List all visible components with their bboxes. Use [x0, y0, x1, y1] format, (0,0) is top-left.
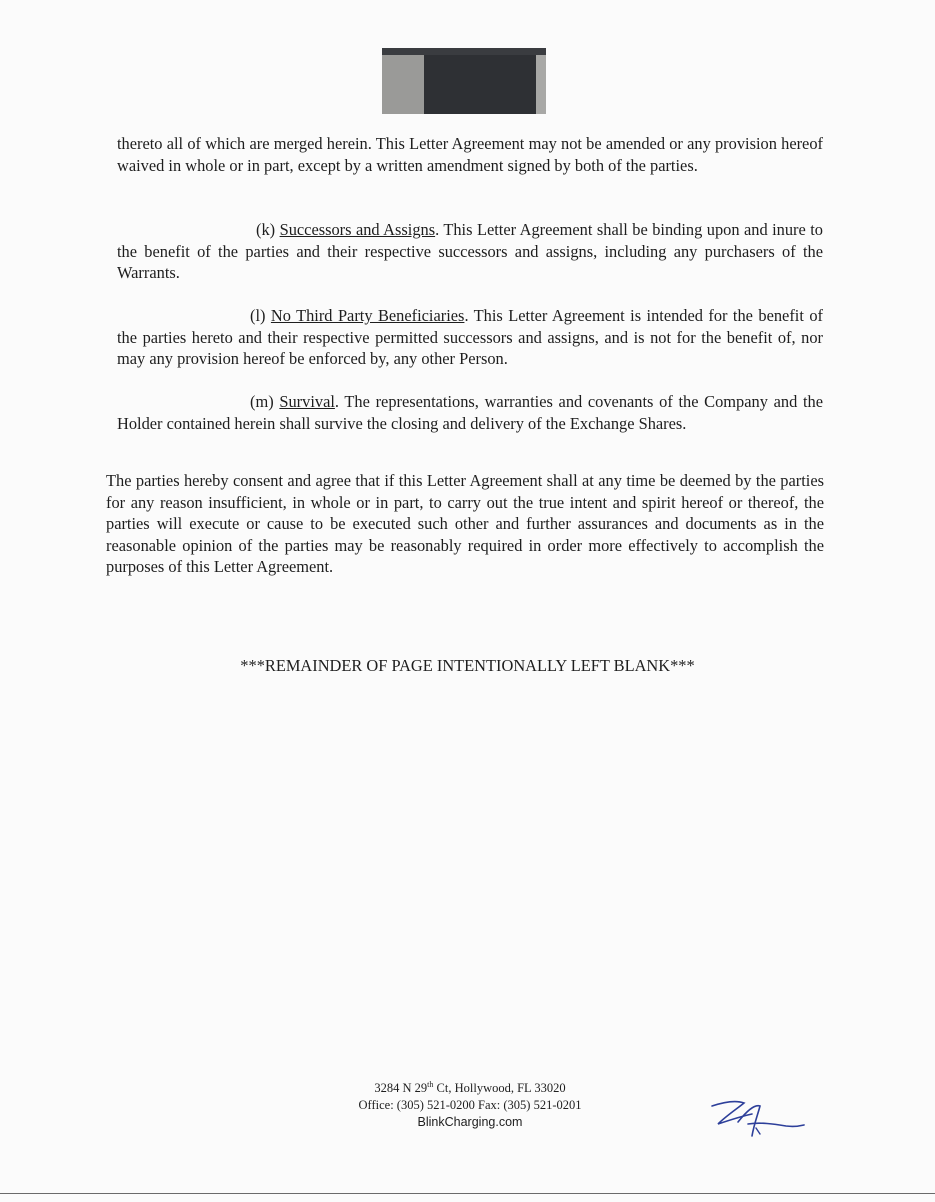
- paragraph-m-body: . The representations, warranties and covenants of the Company and the Holder contained herein shall survive the closing and delivery of the Exchange Shares.: [117, 392, 823, 433]
- logo-center-panel: [424, 55, 536, 114]
- paragraph-l-body: . This Letter Agreement is intended for the benefit of the parties hereto and their respective permitted successors and assigns, and is not for the benefit of, nor may any provision hereof be enforced by, any other Person.: [117, 306, 823, 368]
- paragraph-m-marker: (m): [250, 392, 274, 411]
- paragraph-k: [117, 219, 823, 284]
- paragraph-k-heading: Successors and Assigns: [279, 220, 436, 239]
- footer-phone: Office: (305) 521-0200 Fax: (305) 521-0201: [358, 1098, 582, 1112]
- bottom-rule: [0, 1193, 935, 1194]
- redacted-logo: [382, 48, 546, 114]
- logo-top-bar: [382, 48, 546, 55]
- footer-address-suffix: th: [427, 1079, 434, 1089]
- paragraph-l-marker: (l): [250, 306, 266, 325]
- paragraph-l: [117, 305, 823, 370]
- logo-right-panel: [536, 55, 546, 114]
- paragraph-further-assurances: The parties hereby consent and agree that if this Letter Agreement shall at any time be deemed by the parties for any reason insufficient, in whole or in part, to carry out the true intent and spirit hereof or thereof, the parties will execute or cause to be executed such other and further assurances and documents as in the reasonable opinion of the parties may be reasonably required in order more effectively to accomplish the purposes of this Letter Agreement.: [106, 471, 824, 576]
- logo-left-panel: [382, 55, 424, 114]
- remainder-notice: ***REMAINDER OF PAGE INTENTIONALLY LEFT BLANK***: [240, 656, 695, 675]
- paragraph-l-heading: No Third Party Beneficiaries: [270, 306, 465, 325]
- footer-address: [330, 1080, 610, 1097]
- signature-initials: [708, 1094, 808, 1140]
- paragraph-continuation: thereto all of which are merged herein. This Letter Agreement may not be amended or any provision hereof waived in whole or in part, except by a written amendment signed by both of the parties.: [117, 134, 823, 175]
- footer-address-number: 3284 N 29: [374, 1081, 428, 1095]
- paragraph-m-heading: Survival: [279, 392, 335, 411]
- footer-website: BlinkCharging.com: [417, 1115, 523, 1129]
- footer-address-rest: Ct, Hollywood, FL 33020: [433, 1081, 566, 1095]
- paragraph-m: [117, 391, 823, 434]
- paragraph-k-marker: (k): [256, 220, 276, 239]
- paragraph-k-body: . This Letter Agreement shall be binding upon and inure to the benefit of the parties and their respective successors and assigns, including any purchasers of the Warrants.: [117, 220, 823, 282]
- letterhead-footer: [330, 1080, 610, 1131]
